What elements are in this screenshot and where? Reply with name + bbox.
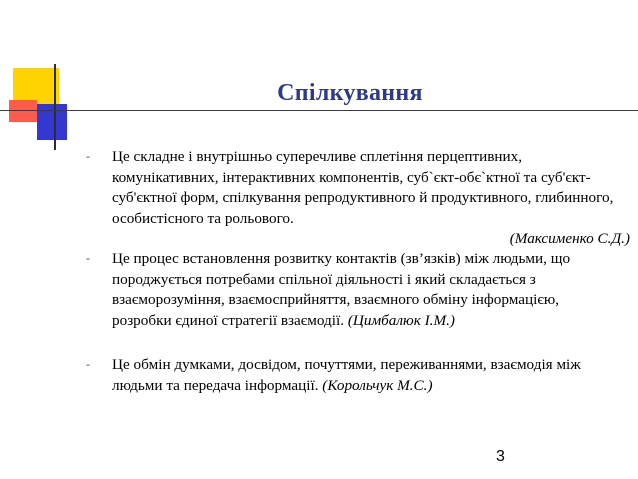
bullet-dash-icon: - (86, 358, 90, 371)
slide-title: Спілкування (277, 80, 423, 106)
bullet-text-1: Це складне і внутрішньо суперечливе сплетіння перцептивних, комунікативних, інтерактивних компонентів, суб`єкт-обє`ктної та суб'єкт-суб'єктної форм, спілкування репродуктивного й продуктивного, глибинного, особистісного та рольового. (112, 148, 614, 227)
bullet-item-2 (86, 249, 622, 331)
bullet-dash-icon: - (86, 150, 90, 163)
bullet-author-3: (Корольчук М.С.) (322, 376, 433, 394)
bullet-text-2: Це процес встановлення розвитку контактів (зв’язків) між людьми, що породжується потребами спільної діяльності і який складається з взаєморозуміння, взаємосприйняття, взаємного обміну інформацією, розробки єдиної стратегії взаємодії. (112, 250, 571, 329)
page-number: 3 (496, 448, 505, 465)
bullet-author-1: (Максименко С.Д.) (509, 230, 630, 247)
bullet-author-2: (Цимбалюк І.М.) (347, 311, 455, 329)
bullet-item-1 (86, 147, 630, 250)
bullet-text-3: Це обмін думками, досвідом, почуттями, переживаннями, взаємодія між людьми та передача інформації. (112, 356, 581, 394)
bullet-dash-icon: - (86, 252, 90, 265)
bullet-item-3 (86, 355, 622, 396)
